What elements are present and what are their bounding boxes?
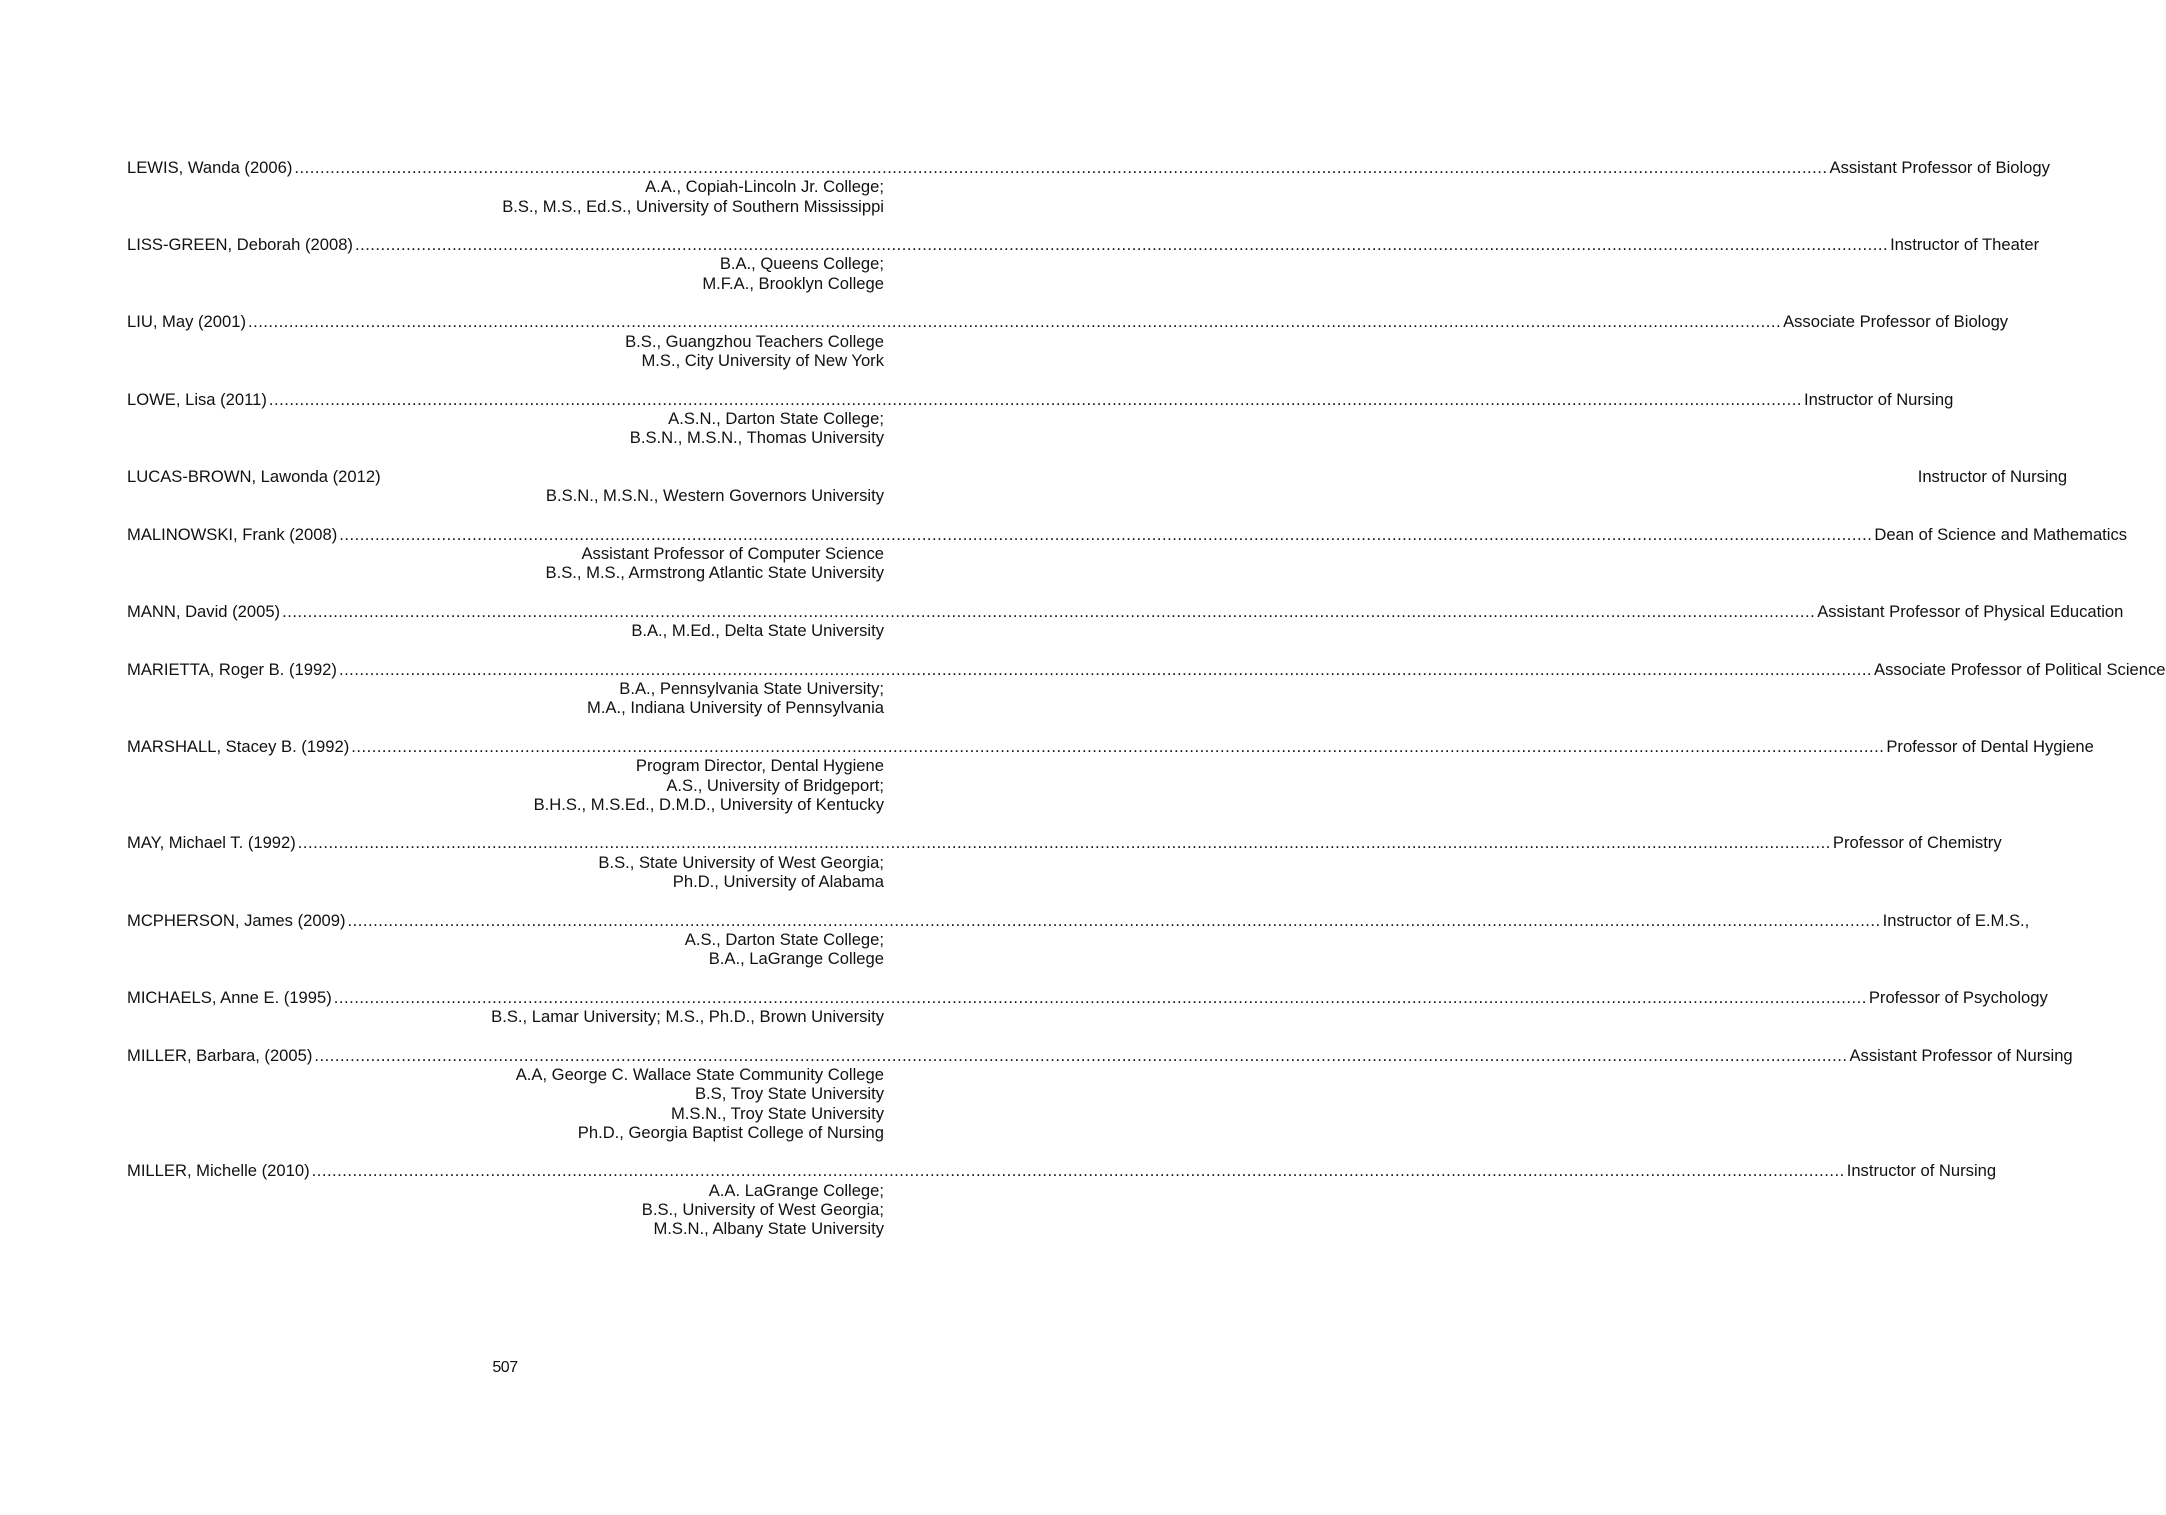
faculty-entry	[127, 235, 2040, 293]
entry-heading-line	[127, 987, 2048, 1007]
faculty-entry	[127, 466, 2068, 506]
faculty-name: LUCAS-BROWN, Lawonda (2012)	[127, 466, 381, 486]
faculty-name: MILLER, Michelle (2010)	[127, 1161, 310, 1181]
faculty-title: Professor of Psychology	[1868, 987, 2048, 1007]
dot-leader: ............................................................................................................................................................................................................................................................................................................	[338, 659, 1873, 679]
faculty-title: Assistant Professor of Biology	[1829, 158, 2050, 177]
faculty-name: MICHAELS, Anne E. (1995)	[127, 987, 332, 1007]
dot-leader: ............................................................................................................................................................................................................................................................................................................	[294, 158, 1828, 177]
credential-line: B.S., M.S., Ed.S., University of Southern Mississippi	[502, 196, 884, 216]
credential-line: Assistant Professor of Computer Science	[581, 543, 884, 563]
faculty-title: Associate Professor of Biology	[1783, 312, 2009, 332]
dot-leader: ............................................................................................................................................................................................................................................................................................................	[314, 1045, 1848, 1065]
faculty-name: MANN, David (2005)	[127, 601, 281, 621]
faculty-title: Associate Professor of Political Science	[1874, 659, 2166, 679]
faculty-entry	[127, 601, 2124, 641]
credential-line: B.H.S., M.S.Ed., D.M.D., University of Kentucky	[533, 794, 884, 814]
dot-leader: ............................................................................................................................................................................................................................................................................................................	[282, 601, 1816, 621]
credential-line: M.S., City University of New York	[641, 350, 884, 370]
faculty-name: MAY, Michael T. (1992)	[127, 833, 296, 853]
faculty-title: Instructor of Nursing	[1917, 466, 2068, 486]
faculty-entry	[127, 987, 2048, 1027]
faculty-title: Instructor of E.M.S.,	[1882, 910, 2030, 930]
dot-leader: ............................................................................................................................................................................................................................................................................................................	[247, 312, 1782, 332]
credential-line: A.S.N., Darton State College;	[668, 408, 884, 428]
faculty-title: Instructor of Nursing	[1803, 389, 1954, 409]
credential-line: B.A., Pennsylvania State University;	[619, 679, 884, 699]
faculty-name: LEWIS, Wanda (2006)	[127, 158, 293, 177]
credential-line: B.S., State University of West Georgia;	[598, 852, 884, 872]
credential-line: Ph.D., University of Alabama	[672, 871, 884, 891]
entry-heading-line	[127, 1161, 1997, 1181]
faculty-entry	[127, 833, 2002, 891]
entry-heading-line	[127, 1045, 2073, 1065]
faculty-entry	[127, 736, 2094, 814]
entry-heading-line	[127, 312, 2009, 332]
dot-leader: ............................................................................................................................................................................................................................................................................................................	[347, 910, 1881, 930]
credential-line: B.S, Troy State University	[694, 1084, 884, 1104]
entry-heading-line	[127, 601, 2124, 621]
dot-leader: ............................................................................................................................................................................................................................................................................................................	[333, 987, 1867, 1007]
entry-heading-line	[127, 235, 2040, 255]
faculty-entry	[127, 659, 2166, 718]
entry-heading-line	[127, 659, 2166, 679]
credential-line: B.S.N., M.S.N., Thomas University	[629, 428, 884, 448]
credential-line: B.A., M.Ed., Delta State University	[631, 621, 884, 641]
credential-line: B.S., M.S., Armstrong Atlantic State University	[545, 563, 884, 583]
faculty-name: MARSHALL, Stacey B. (1992)	[127, 736, 350, 756]
faculty-title: Assistant Professor of Nursing	[1849, 1045, 2073, 1065]
entry-heading-line	[127, 466, 2068, 486]
page-number: 507	[492, 1359, 518, 1376]
dot-leader: ............................................................................................................................................................................................................................................................................................................	[354, 235, 1889, 255]
entry-heading-line	[127, 524, 2128, 544]
faculty-title: Instructor of Nursing	[1846, 1161, 1997, 1181]
faculty-name: LIU, May (2001)	[127, 312, 246, 332]
faculty-entry	[127, 1161, 1997, 1239]
dot-leader: ............................................................................................................................................................................................................................................................................................................	[351, 736, 1885, 756]
credential-line: A.A., Copiah-Lincoln Jr. College;	[645, 177, 884, 197]
faculty-name: MARIETTA, Roger B. (1992)	[127, 659, 337, 679]
faculty-entry	[127, 312, 2009, 370]
faculty-title: Professor of Dental Hygiene	[1886, 736, 2094, 756]
credential-line: B.A., Queens College;	[719, 254, 884, 274]
credential-line: B.S.N., M.S.N., Western Governors University	[545, 486, 884, 506]
faculty-name: MALINOWSKI, Frank (2008)	[127, 524, 338, 544]
faculty-name: MCPHERSON, James (2009)	[127, 910, 346, 930]
faculty-entry	[127, 910, 2030, 969]
credential-line: M.A., Indiana University of Pennsylvania	[587, 698, 884, 718]
dot-leader: ............................................................................................................................................................................................................................................................................................................	[339, 524, 1873, 544]
credential-line: B.A., LaGrange College	[708, 949, 884, 969]
credential-line: M.F.A., Brooklyn College	[702, 273, 884, 293]
credential-line: A.S., University of Bridgeport;	[666, 775, 884, 795]
faculty-entry	[127, 524, 2128, 583]
faculty-name: LOWE, Lisa (2011)	[127, 389, 267, 409]
entry-heading-line	[127, 910, 2030, 930]
faculty-entry	[127, 1045, 2073, 1142]
credential-line: B.S., Guangzhou Teachers College	[625, 331, 884, 351]
credential-line: M.S.N., Troy State University	[670, 1103, 884, 1123]
credential-line: M.S.N., Albany State University	[653, 1219, 884, 1239]
entry-heading-line	[127, 833, 2002, 853]
faculty-name: LISS-GREEN, Deborah (2008)	[127, 235, 353, 255]
dot-leader: ............................................................................................................................................................................................................................................................................................................	[268, 389, 1802, 409]
credential-line: A.S., Darton State College;	[684, 929, 884, 949]
dot-leader: ............................................................................................................................................................................................................................................................................................................	[311, 1161, 1845, 1181]
faculty-name: MILLER, Barbara, (2005)	[127, 1045, 313, 1065]
faculty-title: Professor of Chemistry	[1832, 833, 2002, 853]
credential-line: A.A. LaGrange College;	[708, 1180, 884, 1200]
entry-heading-line	[127, 389, 1954, 409]
entry-heading-line	[127, 158, 2050, 177]
credential-line: Ph.D., Georgia Baptist College of Nursing	[577, 1122, 884, 1142]
faculty-entry	[127, 158, 2050, 216]
credential-line: Program Director, Dental Hygiene	[635, 756, 884, 776]
dot-leader	[381, 467, 1918, 486]
faculty-directory	[127, 158, 2166, 1258]
faculty-title: Dean of Science and Mathematics	[1874, 524, 2128, 544]
dot-leader: ............................................................................................................................................................................................................................................................................................................	[297, 833, 1831, 853]
credential-line: B.S., University of West Georgia;	[641, 1200, 884, 1220]
faculty-title: Instructor of Theater	[1890, 235, 2040, 255]
credential-line: A.A, George C. Wallace State Community College	[515, 1064, 884, 1084]
credential-line: B.S., Lamar University; M.S., Ph.D., Brown University	[491, 1007, 884, 1027]
faculty-title: Assistant Professor of Physical Education	[1817, 601, 2124, 621]
entry-heading-line	[127, 736, 2094, 756]
faculty-entry	[127, 389, 1954, 448]
